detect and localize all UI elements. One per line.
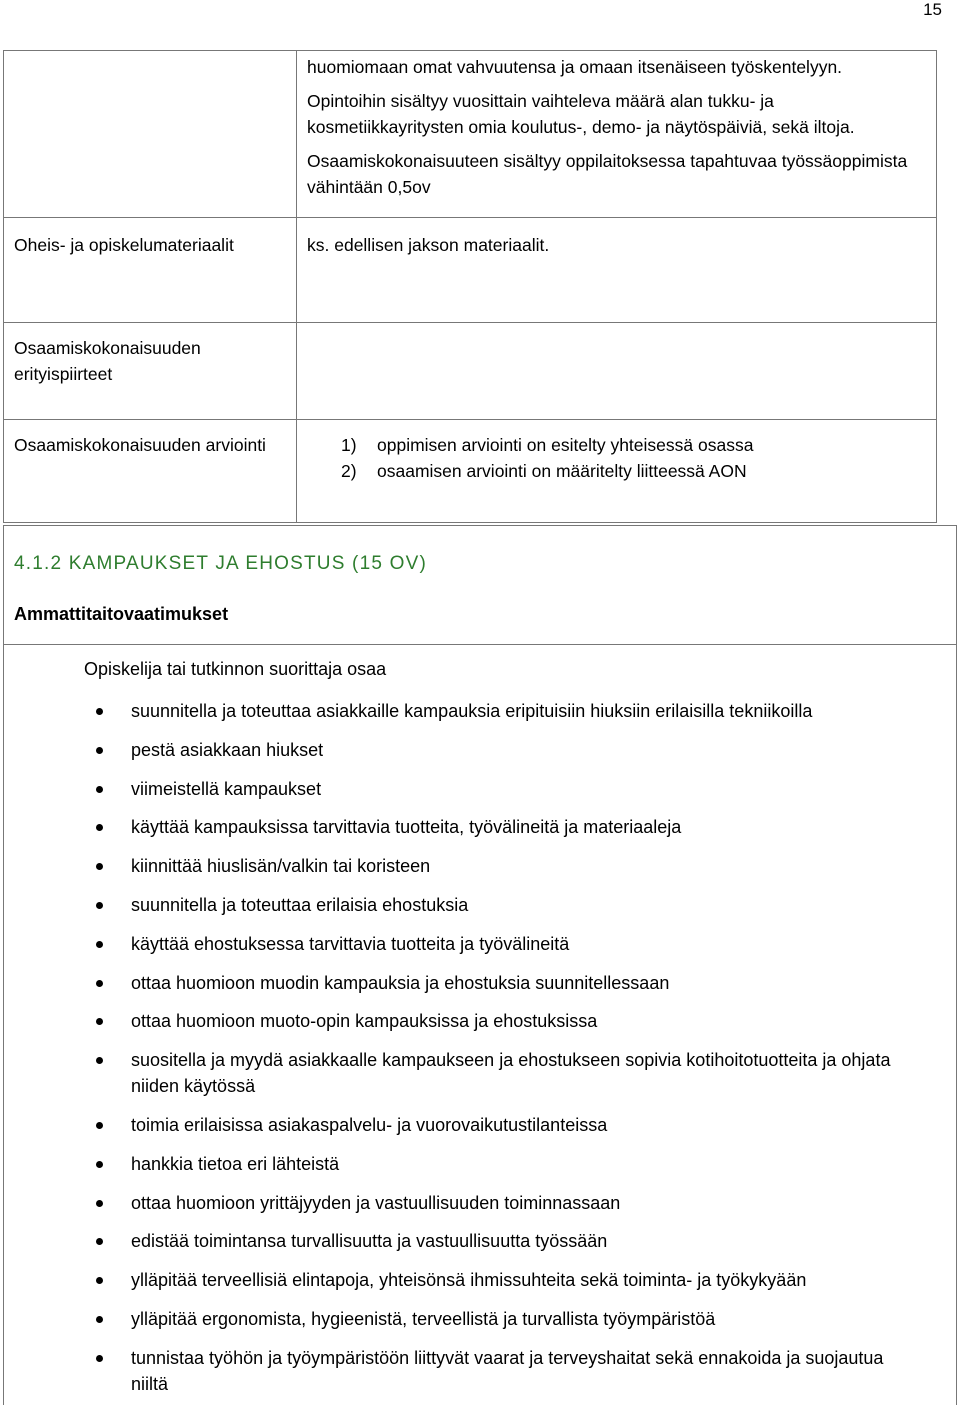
list-item: pestä asiakkaan hiukset: [4, 737, 956, 763]
materials-value: ks. edellisen jakson materiaalit.: [297, 218, 937, 323]
table-row: [4, 323, 937, 420]
list-item: suunnitella ja toteuttaa asiakkaille kampauksia eripituisiin hiuksiin erilaisilla tekniikoilla: [4, 698, 956, 724]
list-item: edistää toimintansa turvallisuutta ja vastuullisuutta työssään: [4, 1228, 956, 1254]
bullet-icon: [96, 941, 103, 948]
item-number: 2): [341, 461, 357, 481]
row1-label-cell: [4, 51, 297, 218]
special-features-value: [297, 323, 937, 420]
list-item: ylläpitää terveellisiä elintapoja, yhteisönsä ihmissuhteita sekä toiminta- ja työkykyään: [4, 1267, 956, 1293]
table-row: [4, 420, 937, 523]
item-number: 1): [341, 435, 357, 455]
item-text: oppimisen arviointi on esitelty yhteisessä osassa: [377, 435, 754, 455]
bullet-icon: [96, 1316, 103, 1323]
list-item: viimeistellä kampaukset: [4, 776, 956, 802]
section-subtitle: Ammattitaitovaatimukset: [14, 604, 229, 624]
row1-paragraph: huomiomaan omat vahvuutensa ja omaan itsenäiseen työskentelyyn.: [307, 57, 843, 77]
bullet-icon: [96, 980, 103, 987]
bullet-icon: [96, 1355, 103, 1362]
materials-label: Oheis- ja opiskelumateriaalit: [4, 218, 297, 323]
section-intro: Opiskelija tai tutkinnon suorittaja osaa: [84, 659, 387, 679]
section-title: 4.1.2 KAMPAUKSET JA EHOSTUS (15 OV): [14, 553, 427, 574]
assessment-label: Osaamiskokonaisuuden arviointi: [4, 420, 297, 523]
page-number: 15: [923, 0, 942, 19]
row1-paragraph: Osaamiskokonaisuuteen sisältyy oppilaitoksessa tapahtuvaa työssäoppimista vähintään 0,5ov: [307, 151, 908, 197]
bullet-icon: [96, 863, 103, 870]
list-item: kiinnittää hiuslisän/valkin tai koristeen: [4, 853, 956, 879]
list-item: suunnitella ja toteuttaa erilaisia ehostuksia: [4, 892, 956, 918]
table-row: [4, 218, 937, 323]
list-item: käyttää ehostuksessa tarvittavia tuotteita ja työvälineitä: [4, 931, 956, 957]
table-row: [4, 51, 937, 218]
divider: [4, 644, 956, 645]
list-item: ottaa huomioon muodin kampauksia ja ehostuksia suunnitellessaan: [4, 970, 956, 996]
list-item: toimia erilaisissa asiakaspalvelu- ja vuorovaikutustilanteissa: [4, 1112, 956, 1138]
list-item: hankkia tietoa eri lähteistä: [4, 1151, 956, 1177]
assessment-item: [341, 432, 926, 458]
bullet-icon: [96, 1122, 103, 1129]
bullet-icon: [96, 747, 103, 754]
bullet-icon: [96, 1238, 103, 1245]
bullet-icon: [96, 1018, 103, 1025]
list-item: ottaa huomioon muoto-opin kampauksissa ja ehostuksissa: [4, 1008, 956, 1034]
list-item: ottaa huomioon yrittäjyyden ja vastuullisuuden toiminnassaan: [4, 1190, 956, 1216]
row1-content-cell: [297, 51, 937, 218]
list-item: käyttää kampauksissa tarvittavia tuotteita, työvälineitä ja materiaaleja: [4, 814, 956, 840]
row1-paragraph: Opintoihin sisältyy vuosittain vaihteleva määrä alan tukku- ja kosmetiikkayritysten omia koulutus-, demo- ja näytöspäiviä, sekä iltoja.: [307, 91, 855, 137]
bullet-icon: [96, 708, 103, 715]
bullet-icon: [96, 1277, 103, 1284]
item-text: osaamisen arviointi on määritelty liitteessä AON: [377, 461, 747, 481]
special-features-label: Osaamiskokonaisuuden erityispiirteet: [4, 323, 297, 420]
bullet-icon: [96, 1057, 103, 1064]
bullet-icon: [96, 1161, 103, 1168]
section-box: [3, 525, 957, 1405]
assessment-item: [341, 458, 926, 484]
list-item: ylläpitää ergonomista, hygieenistä, terveellistä ja turvallista työympäristöä: [4, 1306, 956, 1332]
assessment-list: [297, 420, 937, 523]
requirements-list: [4, 698, 956, 1410]
list-item: suositella ja myydä asiakkaalle kampaukseen ja ehostukseen sopivia kotihoitotuotteita ja ohjata niiden käytössä: [4, 1047, 956, 1099]
list-item: tunnistaa työhön ja työympäristöön liittyvät vaarat ja terveyshaitat sekä ennakoida ja suojautua niiltä: [4, 1345, 956, 1397]
bullet-icon: [96, 1200, 103, 1207]
curriculum-table: [3, 50, 937, 523]
bullet-icon: [96, 902, 103, 909]
bullet-icon: [96, 824, 103, 831]
bullet-icon: [96, 786, 103, 793]
